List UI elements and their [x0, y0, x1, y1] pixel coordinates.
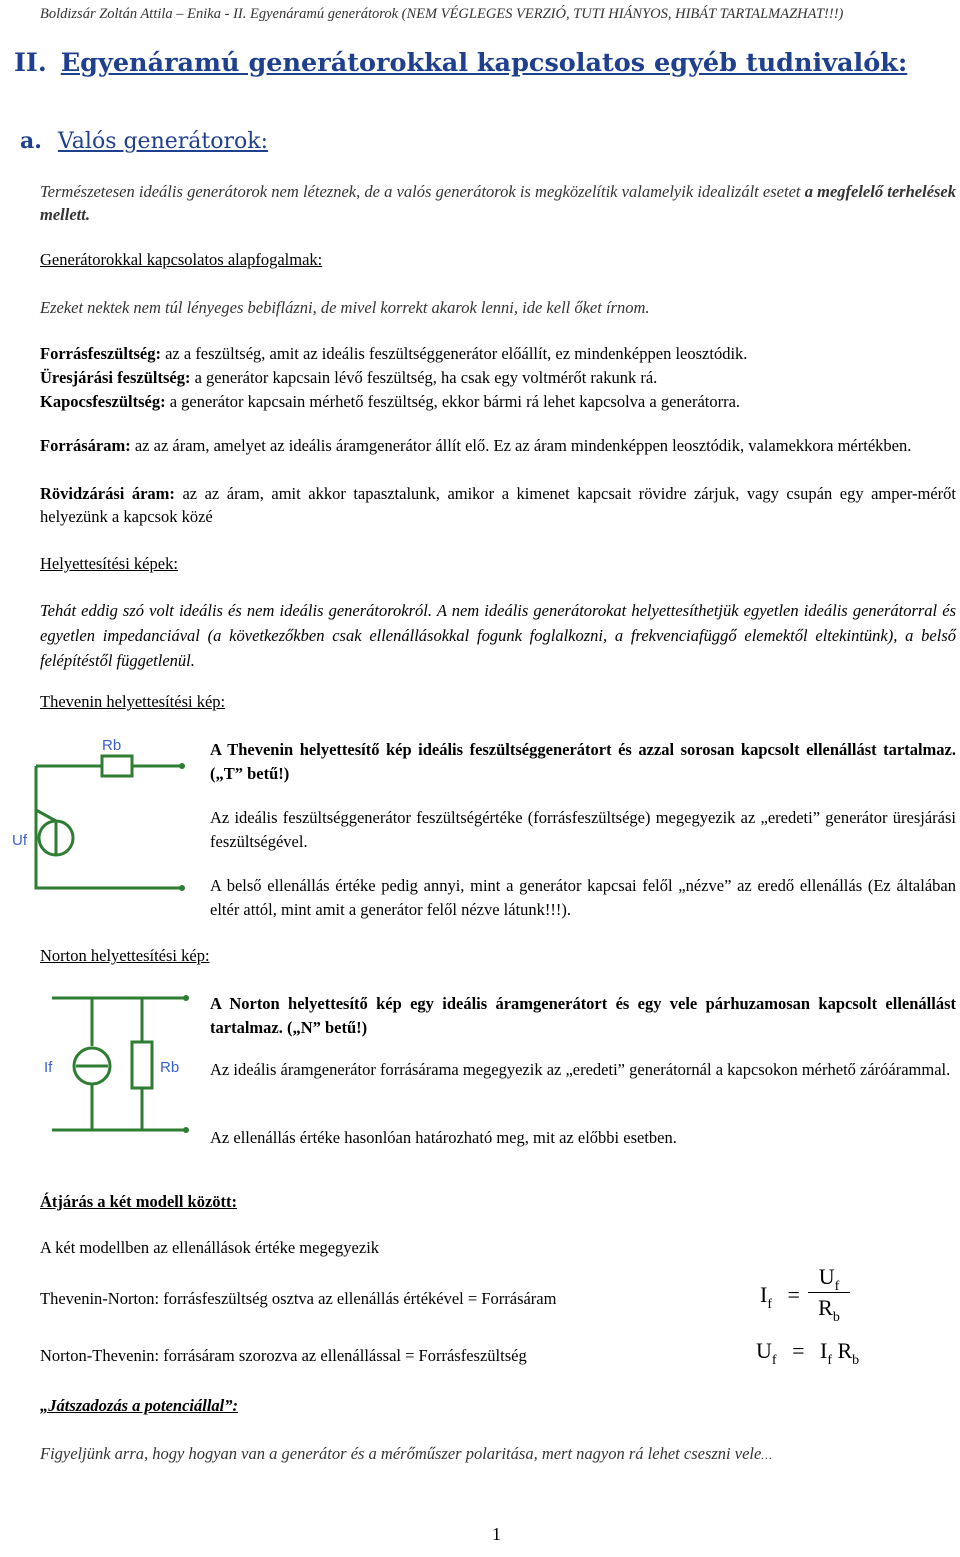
transition-line-2: Thevenin-Norton: forrásfeszültség osztva az ellenállás értékével = Forrásáram — [40, 1289, 557, 1308]
definition-text: az az áram, amit akkor tapasztalunk, amikor a kimenet kapcsait rövidre zárjuk, vagy csupán egy amper-mérőt helyezünk a kapcsok közé — [40, 484, 956, 526]
definition-text: a generátor kapcsain lévő feszültség, ha csak egy voltmérőt rakunk rá. — [190, 368, 658, 387]
thevenin-paragraph-2: A belső ellenállás értéke pedig annyi, mint a generátor kapcsai felől „nézve” az eredő ellenállás (Ez általában eltér attól, mint amit a generátor felől nézve látunk!!!). — [210, 876, 956, 919]
running-header: Boldizsár Zoltán Attila – Enika - II. Egyenáramú generátorok (NEM VÉGLEGES VERZIÓ, TUTI HIÁNYOS, HIBÁT TARTALMAZHAT!!!) — [40, 6, 844, 22]
definition-text: az a feszültség, amit az ideális feszültséggenerátor előállít, ez mindenképpen leosztódik. — [160, 344, 748, 363]
thevenin-bold-text: A Thevenin helyettesítő kép ideális feszültséggenerátort és azzal sorosan kapcsolt ellenállást tartalmaz. („T” betű!) — [210, 740, 956, 783]
equivalents-heading: Helyettesítési képek: — [40, 554, 178, 573]
basics-note: Ezeket nektek nem túl lényeges bebiflázni, de mivel korrekt akarok lenni, ide kell őket írnom. — [40, 298, 650, 317]
section-number: II. — [14, 48, 47, 78]
terminal — [183, 1127, 189, 1133]
definition-item — [40, 434, 956, 457]
play-text: Figyeljünk arra, hogy hogyan van a generátor és a mérőműszer polaritása, mert nagyon rá lehet cseszni vele — [40, 1444, 762, 1463]
formula-fraction: $U_f$ $R_b$ — [808, 1264, 850, 1321]
if-label: If — [44, 1059, 53, 1076]
section-title — [14, 48, 907, 78]
definition-item — [40, 366, 956, 389]
equivalents-italic: Tehát eddig szó volt ideális és nem ideális generátorokról. — [40, 601, 433, 620]
norton-paragraph-2: Az ellenállás értéke hasonlóan határozható meg, mit az előbbi esetben. — [210, 1128, 677, 1147]
definition-term: Üresjárási feszültség: — [40, 368, 191, 387]
thevenin-schematic — [6, 728, 192, 898]
norton-heading: Norton helyettesítési kép: — [40, 946, 210, 965]
equivalents-text: A nem ideális generátorokat helyettesíthetjük egyetlen ideális generátorral és egyetlen impedanciával (a következőkben csak ellenállásokkal fogunk foglalkozni, a frekvenciafüggő elemektől eltekintünk), a belső felépítéstől függetlenül. — [40, 601, 956, 670]
uf-label: Uf — [12, 832, 27, 849]
resistor-rb — [102, 756, 132, 776]
transition-line-3: Norton-Thevenin: forrásáram szorozva az ellenállással = Forrásfeszültség — [40, 1346, 527, 1365]
play-ellipsis: … — [761, 1448, 772, 1462]
definition-term: Forrásáram: — [40, 436, 131, 455]
subsection-title — [20, 128, 268, 154]
intro-paragraph — [40, 180, 956, 226]
terminal — [179, 885, 185, 891]
play-paragraph — [40, 1442, 956, 1467]
terminal — [179, 763, 185, 769]
norton-paragraph-1: Az ideális áramgenerátor forrásárama megegyezik az „eredeti” generátornál a kapcsokon mérhető záróárammal. — [210, 1060, 951, 1079]
definition-item — [40, 342, 956, 365]
subsection-title-text: Valós generátorok: — [57, 129, 268, 154]
rb-label: Rb — [160, 1059, 180, 1076]
thevenin-paragraph-1: Az ideális feszültséggenerátor feszültségértéke (forrásfeszültsége) megegyezik az „eredeti” generátor üresjárási feszültségével. — [210, 808, 956, 851]
definition-term: Rövidzárási áram: — [40, 484, 175, 503]
page-number: 1 — [492, 1524, 501, 1544]
intro-emphasis: a megfelelő terhelések mellett. — [40, 182, 957, 224]
subsection-number: a. — [20, 128, 42, 154]
resistor-rb — [132, 1042, 152, 1088]
formula-thevenin-norton: $I_f$ = — [760, 1282, 800, 1312]
thevenin-heading: Thevenin helyettesítési kép: — [40, 692, 226, 711]
formula-norton-thevenin: $U_f = I_f$ $R_b$ — [756, 1338, 860, 1368]
norton-schematic — [36, 972, 192, 1142]
play-heading: „Játszadozás a potenciállal”: — [40, 1396, 239, 1415]
equivalents-paragraph — [40, 598, 956, 673]
terminal — [183, 995, 189, 1001]
section-title-text: Egyenáramú generátorokkal kapcsolatos egyéb tudnivalók: — [60, 48, 908, 78]
definition-term: Forrásfeszültség: — [40, 344, 161, 363]
basics-heading: Generátorokkal kapcsolatos alapfogalmak: — [40, 250, 323, 269]
norton-bold-text: A Norton helyettesítő kép egy ideális áramgenerátort és egy vele párhuzamosan kapcsolt ellenállást tartalmaz. („N” betű!) — [210, 994, 956, 1037]
transition-heading: Átjárás a két modell között: — [40, 1192, 238, 1211]
definition-term: Kapocsfeszültség: — [40, 392, 166, 411]
intro-text: Természetesen ideális generátorok nem léteznek, de a valós generátorok is megközelítik valamelyik idealizált esetet — [40, 182, 801, 201]
definition-item — [40, 482, 956, 528]
definition-text: a generátor kapcsain mérhető feszültség, ekkor bármi rá lehet kapcsolva a generátorra. — [165, 392, 741, 411]
transition-line-1: A két modellben az ellenállások értéke megegyezik — [40, 1238, 380, 1257]
definition-text: az az áram, amelyet az ideális áramgenerátor állít elő. Ez az áram mindenképpen leosztódik, valamekkora mértékben. — [130, 436, 912, 455]
definition-item — [40, 390, 956, 413]
rb-label: Rb — [102, 737, 122, 754]
